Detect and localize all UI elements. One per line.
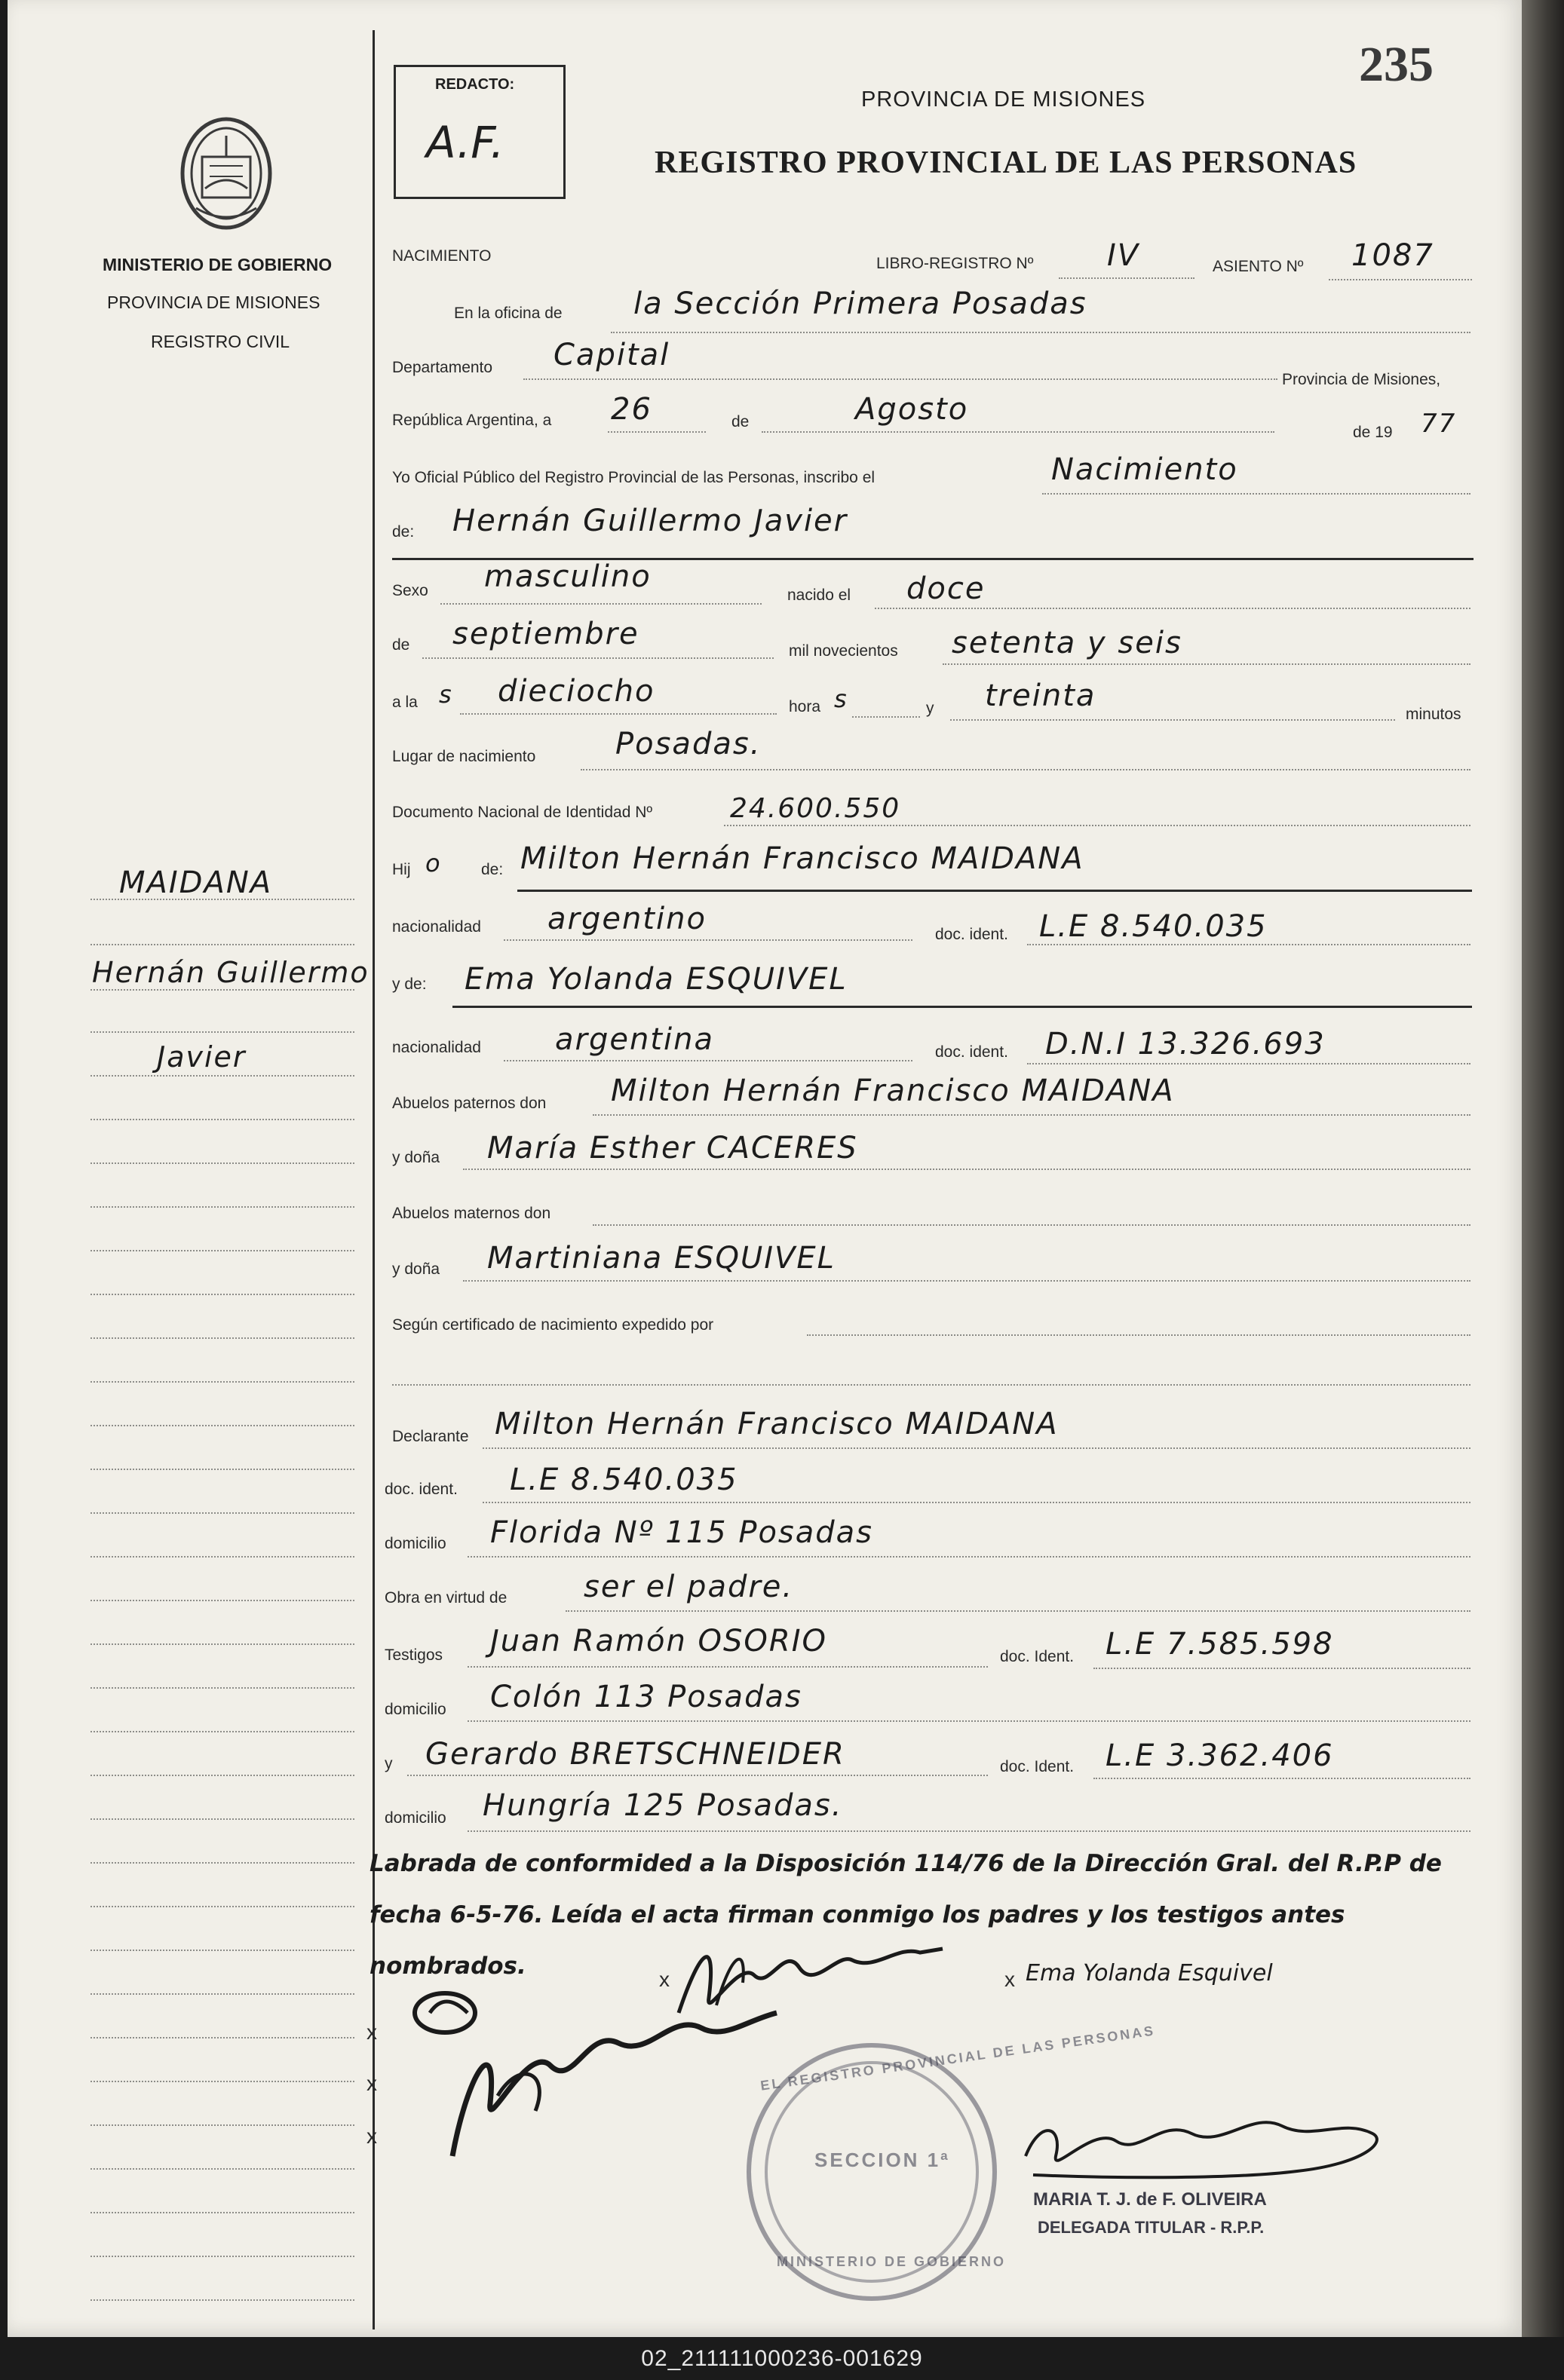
note-line-2: fecha 6-5-76. Leída el acta firman conmigo los padres y los testigos antes: [370, 1901, 1345, 1928]
margin-line: [90, 2124, 354, 2126]
y-label: y: [926, 700, 934, 717]
lugar-label: Lugar de nacimiento: [392, 748, 536, 765]
abuela-pat-line: [463, 1169, 1470, 1170]
nacido-value: doce: [906, 571, 986, 606]
margin-line: [90, 1119, 354, 1120]
birth-month-line: [422, 657, 774, 659]
domicilio-label-2: domicilio: [385, 1701, 446, 1718]
doc-ident-label-5: doc. Ident.: [1000, 1758, 1075, 1775]
mother-doc-line: [1027, 1063, 1470, 1064]
republica-label: República Argentina, a: [392, 412, 552, 429]
declarante-value: Milton Hernán Francisco MAIDANA: [495, 1407, 1059, 1441]
testigo1-dom: Colón 113 Posadas: [490, 1680, 802, 1714]
margin-line: [90, 989, 354, 991]
libro-line: [1059, 277, 1194, 279]
testigo2-doc: L.E 3.362.406: [1106, 1738, 1334, 1773]
domicilio-label: domicilio: [385, 1535, 446, 1552]
registry-page: [8, 0, 1522, 2337]
abuelos-mat-label: Abuelos maternos don: [392, 1205, 551, 1222]
nacido-label: nacido el: [787, 587, 851, 604]
lugar-line: [581, 769, 1470, 770]
sexo-label: Sexo: [392, 582, 428, 599]
margin-line: [90, 1775, 354, 1776]
note-line-3: nombrados.: [370, 1953, 526, 1980]
nacionalidad-label-2: nacionalidad: [392, 1039, 481, 1056]
de2-label: de: [392, 636, 410, 654]
provincia-suffix: Provincia de Misiones,: [1282, 371, 1441, 388]
oficina-value: la Sección Primera Posadas: [633, 286, 1087, 321]
father-name: Milton Hernán Francisco MAIDANA: [520, 841, 1084, 876]
record-type-label: NACIMIENTO: [392, 247, 492, 265]
testigo2-dom: Hungría 125 Posadas.: [483, 1788, 843, 1823]
horas-label: hora: [789, 698, 821, 715]
margin-line: [90, 1075, 354, 1077]
certificado-line: [807, 1334, 1470, 1336]
de-label: de: [731, 413, 750, 430]
margin-line: [90, 1250, 354, 1251]
ministry-province: PROVINCIA DE MISIONES: [107, 293, 320, 312]
margin-line: [90, 2168, 354, 2170]
footer-caption: 02_211111000236-001629: [641, 2346, 923, 2371]
margin-line: [90, 2037, 354, 2038]
margin-line: [90, 1950, 354, 1951]
redacto-box: [394, 65, 566, 199]
declarante-dom: Florida Nº 115 Posadas: [490, 1515, 874, 1550]
abuela-mat-line: [463, 1280, 1470, 1282]
dni-line: [724, 825, 1470, 826]
asiento-line: [1329, 279, 1472, 280]
dni-value: 24.600.550: [730, 793, 901, 824]
redacto-value: A.F.: [426, 117, 504, 168]
oficina-label: En la oficina de: [454, 305, 563, 322]
signature-x-2: x: [1004, 1968, 1015, 1991]
margin-surname: MAIDANA: [119, 865, 273, 900]
dni-label: Documento Nacional de Identidad Nº: [392, 804, 653, 821]
margin-line: [90, 1993, 354, 1995]
departamento-value: Capital: [554, 338, 670, 372]
birth-year-line: [943, 663, 1470, 665]
mother-doc: D.N.I 13.326.693: [1045, 1027, 1326, 1061]
doc-ident-label-2: doc. ident.: [935, 1043, 1008, 1061]
header-title: REGISTRO PROVINCIAL DE LAS PERSONAS: [655, 145, 1357, 180]
testigo1-doc-line: [1093, 1668, 1470, 1669]
margin-given2: Javier: [157, 1040, 247, 1074]
margin-line: [90, 899, 354, 900]
testigo2-line: [407, 1775, 988, 1776]
testigo1-line: [468, 1666, 988, 1668]
mother-signature: Ema Yolanda Esquivel: [1026, 1960, 1273, 1986]
margin-line: [90, 1731, 354, 1732]
year-value: 77: [1421, 409, 1457, 439]
father-doc-line: [1027, 944, 1470, 945]
margin-line: [90, 1906, 354, 1907]
day-value: 26: [611, 392, 652, 427]
hours-line: [460, 713, 777, 715]
horas-suffix: s: [834, 685, 848, 713]
asiento-value: 1087: [1351, 238, 1434, 273]
margin-line: [90, 1031, 354, 1033]
book-edge: [1522, 0, 1564, 2337]
signature-x-4: x: [366, 2072, 377, 2095]
signature-x-5: x: [366, 2124, 377, 2148]
month-value: Agosto: [855, 392, 969, 427]
y-dona-label: y doña: [392, 1149, 440, 1166]
asiento-label: ASIENTO Nº: [1213, 258, 1304, 275]
mother-nationality: argentina: [555, 1022, 714, 1057]
margin-line: [90, 1469, 354, 1470]
domicilio-label-3: domicilio: [385, 1809, 446, 1827]
abuelo-pat: Milton Hernán Francisco MAIDANA: [611, 1074, 1175, 1108]
y-dona-label-2: y doña: [392, 1260, 440, 1278]
margin-line: [90, 1381, 354, 1383]
mother-nationality-line: [504, 1060, 912, 1061]
sexo-value: masculino: [484, 559, 652, 594]
ministry-registry: REGISTRO CIVIL: [151, 332, 290, 351]
margin-line: [90, 1425, 354, 1426]
father-nationality: argentino: [547, 902, 707, 936]
year-label: de 19: [1353, 424, 1393, 441]
hours-value: dieciocho: [498, 674, 655, 709]
margin-line: [90, 944, 354, 945]
official-name: MARIA T. J. de F. OLIVEIRA: [1033, 2189, 1267, 2210]
testigos-label: Testigos: [385, 1646, 443, 1664]
alas-suffix: s: [439, 680, 453, 709]
note-line-1: Labrada de conformided a la Disposición 114/76 de la Dirección Gral. del R.P.P de: [370, 1850, 1442, 1877]
oficial-line: [1042, 493, 1470, 495]
oficial-label: Yo Oficial Público del Registro Provincial de las Personas, inscribo el: [392, 469, 876, 486]
declarante-doc: L.E 8.540.035: [510, 1463, 738, 1497]
seal-center-text: SECCION 1ª: [814, 2149, 950, 2171]
margin-line: [90, 1862, 354, 1864]
seal-ring-text: EL REGISTRO PROVINCIAL DE LAS PERSONAS: [759, 2023, 1157, 2094]
birth-year-words: setenta y seis: [952, 626, 1182, 660]
margin-line: [90, 2256, 354, 2257]
sexo-line: [440, 603, 762, 605]
obra-value: ser el padre.: [584, 1570, 794, 1604]
testigo2: Gerardo BRETSCHNEIDER: [425, 1737, 845, 1772]
doc-ident-label: doc. ident.: [935, 926, 1008, 943]
seal-lower-text: MINISTERIO DE GOBIERNO: [777, 2254, 1007, 2269]
margin-divider: [373, 30, 375, 2329]
certificado-line-2: [392, 1384, 1470, 1386]
redacto-label: REDACTO:: [435, 76, 515, 93]
libro-value: IV: [1107, 238, 1140, 273]
nacido-line: [875, 608, 1470, 609]
margin-line: [90, 1818, 354, 1820]
margin-line: [90, 1337, 354, 1339]
testigo1: Juan Ramón OSORIO: [490, 1624, 827, 1659]
doc-ident-label-4: doc. Ident.: [1000, 1648, 1075, 1665]
declarante-doc-line: [483, 1502, 1470, 1503]
abuelo-mat-line: [593, 1224, 1470, 1226]
minutes-line: [950, 719, 1395, 721]
official-title: DELEGADA TITULAR - R.P.P.: [1038, 2218, 1265, 2237]
de-person-label: de:: [392, 523, 415, 541]
margin-line: [90, 1206, 354, 1208]
nacionalidad-label: nacionalidad: [392, 918, 481, 936]
oficina-line: [611, 332, 1470, 333]
margin-line: [90, 1556, 354, 1558]
signature-x-3: x: [366, 2020, 377, 2044]
minutos-label: minutos: [1406, 706, 1461, 723]
father-doc: L.E 8.540.035: [1039, 909, 1268, 944]
testigo1-dom-line: [468, 1720, 1470, 1722]
departamento-label: Departamento: [392, 359, 493, 376]
official-signature-icon: [1010, 2103, 1403, 2186]
testigo2-doc-line: [1093, 1778, 1470, 1779]
y-de-label: y de:: [392, 976, 427, 993]
testigo1-doc: L.E 7.585.598: [1106, 1627, 1334, 1662]
margin-line: [90, 2081, 354, 2082]
signature-x-1: x: [659, 1968, 670, 1991]
declarante-line: [483, 1447, 1470, 1449]
witness-signature-icon: [400, 1983, 792, 2164]
father-nationality-line: [504, 939, 912, 941]
margin-line: [90, 1294, 354, 1295]
alas-label: a la: [392, 694, 418, 711]
coat-of-arms-icon: [175, 113, 278, 234]
abuelo-pat-line: [593, 1114, 1470, 1116]
departamento-line: [523, 378, 1277, 380]
abuela-mat: Martiniana ESQUIVEL: [487, 1241, 836, 1276]
margin-line: [90, 1687, 354, 1689]
birth-month: septiembre: [452, 617, 639, 651]
margin-line: [90, 2299, 354, 2301]
margin-line: [90, 1600, 354, 1601]
certificado-label: Según certificado de nacimiento expedido por: [392, 1316, 714, 1334]
mother-underline: [452, 1006, 1472, 1008]
hijo-de-label: de:: [481, 861, 504, 878]
minutes-value: treinta: [985, 678, 1096, 713]
declarante-label: Declarante: [392, 1428, 469, 1445]
father-underline: [517, 890, 1472, 892]
month-line: [762, 431, 1274, 433]
mother-name: Ema Yolanda ESQUIVEL: [465, 962, 848, 997]
mil-label: mil novecientos: [789, 642, 898, 660]
libro-label: LIBRO-REGISTRO Nº: [876, 255, 1034, 272]
margin-line: [90, 1643, 354, 1645]
hijo-label: Hij: [392, 861, 411, 878]
day-line: [608, 431, 706, 433]
abuelos-pat-label: Abuelos paternos don: [392, 1095, 547, 1112]
declarante-dom-line: [468, 1556, 1470, 1558]
hijo-suffix: o: [425, 849, 442, 878]
header-province: PROVINCIA DE MISIONES: [861, 87, 1146, 112]
oficial-value: Nacimiento: [1051, 452, 1238, 487]
margin-line: [90, 1512, 354, 1514]
page-number: 235: [1359, 37, 1434, 92]
abuela-pat: María Esther CACERES: [487, 1131, 858, 1165]
margin-given1: Hernán Guillermo: [92, 956, 370, 989]
testigo2-dom-line: [468, 1830, 1470, 1832]
y2-label: y: [385, 1755, 393, 1772]
margin-line: [90, 2212, 354, 2213]
obra-label: Obra en virtud de: [385, 1589, 508, 1607]
doc-ident-label-3: doc. ident.: [385, 1481, 458, 1498]
ministry-name: MINISTERIO DE GOBIERNO: [103, 255, 333, 274]
lugar-value: Posadas.: [615, 727, 762, 761]
person-name: Hernán Guillermo Javier: [452, 504, 848, 538]
margin-line: [90, 1162, 354, 1164]
obra-line: [566, 1610, 1470, 1612]
horas-line: [852, 716, 920, 718]
